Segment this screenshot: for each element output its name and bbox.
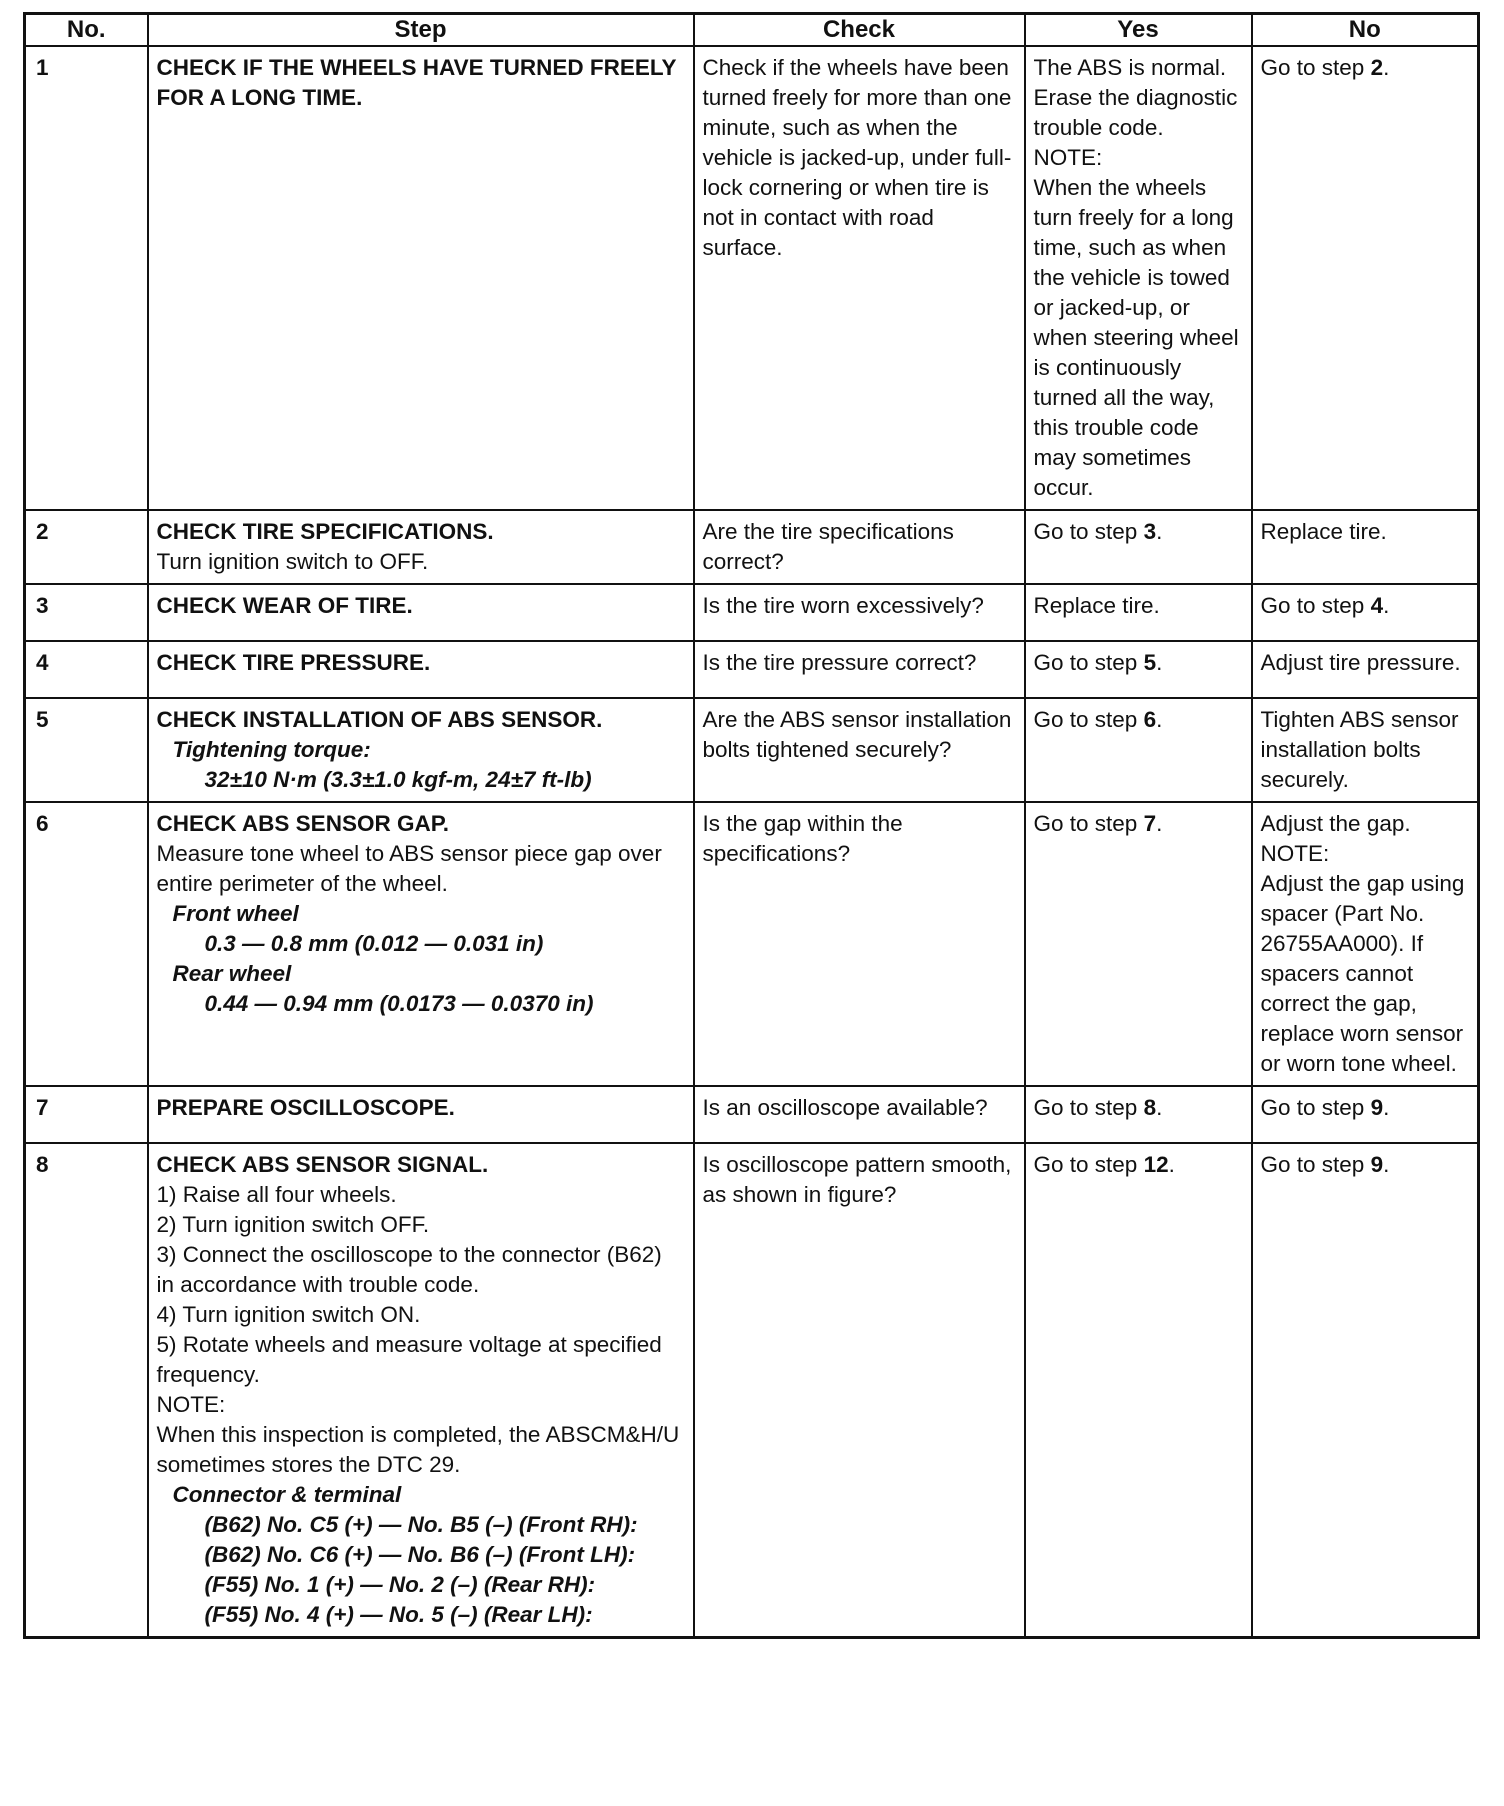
no-cell [1252,1086,1479,1143]
step-cell [148,510,694,584]
yes-cell [1025,698,1252,802]
yes-cell [1025,46,1252,510]
table-row [25,1143,1479,1638]
no-prefix: Go to step [1260,593,1371,618]
step-number-cell: 4 [25,641,148,698]
step-number-cell: 3 [25,584,148,641]
step-line: 3) Connect the oscilloscope to the connector (B62) in accordance with trouble code. [156,1242,662,1297]
yes-step-number: 7 [1143,811,1157,836]
yes-suffix: . [1156,811,1163,836]
check-cell: Is an oscilloscope available? [694,1086,1025,1143]
no-cell [1252,510,1479,584]
yes-prefix: Go to step [1033,519,1144,544]
header-no: No. [25,14,148,47]
step-title: CHECK WEAR OF TIRE. [156,593,413,618]
table-row [25,641,1479,698]
yes-cell [1025,1143,1252,1638]
table-row [25,802,1479,1086]
header-yes: Yes [1025,14,1252,47]
header-check: Check [694,14,1025,47]
step-number-cell: 6 [25,802,148,1086]
step-line: Measure tone wheel to ABS sensor piece gap over entire perimeter of the wheel. [156,841,662,896]
no-step-number: 9 [1370,1095,1384,1120]
step-title: CHECK ABS SENSOR GAP. [156,811,450,836]
step-cell [148,1086,694,1143]
step-title: CHECK TIRE SPECIFICATIONS. [156,519,494,544]
no-line: Adjust the gap using spacer (Part No. 26755AA000). If spacers cannot correct the gap, replace worn sensor or worn tone wheel. [1260,871,1465,1076]
step-title: CHECK ABS SENSOR SIGNAL. [156,1152,489,1177]
check-cell: Are the ABS sensor installation bolts tightened securely? [694,698,1025,802]
yes-prefix: Go to step [1033,1095,1144,1120]
spec-value: (F55) No. 1 (+) — No. 2 (–) (Rear RH): [204,1572,596,1597]
yes-line: Replace tire. [1033,593,1160,618]
yes-suffix: . [1156,707,1163,732]
yes-step-number: 12 [1143,1152,1169,1177]
spec-value: (F55) No. 4 (+) — No. 5 (–) (Rear LH): [204,1602,593,1627]
spec-label: Tightening torque: [172,737,371,762]
table-row [25,698,1479,802]
no-step-number: 2 [1370,55,1384,80]
no-cell [1252,1143,1479,1638]
spec-value: (B62) No. C5 (+) — No. B5 (–) (Front RH): [204,1512,638,1537]
yes-step-number: 8 [1143,1095,1157,1120]
check-cell: Is the gap within the specifications? [694,802,1025,1086]
check-cell: Check if the wheels have been turned freely for more than one minute, such as when the vehicle is jacked-up, under full-lock cornering or when tire is not in contact with road surface. [694,46,1025,510]
no-suffix: . [1383,593,1390,618]
step-line: When this inspection is completed, the ABSCM&H/U sometimes stores the DTC 29. [156,1422,680,1477]
step-line: Turn ignition switch to OFF. [156,549,429,574]
spec-value: (B62) No. C6 (+) — No. B6 (–) (Front LH): [204,1542,636,1567]
yes-suffix: . [1156,650,1163,675]
step-line: 4) Turn ignition switch ON. [156,1302,421,1327]
yes-suffix: . [1156,519,1163,544]
step-title: PREPARE OSCILLOSCOPE. [156,1095,455,1120]
yes-step-number: 3 [1143,519,1157,544]
step-number-cell: 5 [25,698,148,802]
spec-value: 0.3 — 0.8 mm (0.012 — 0.031 in) [204,931,544,956]
yes-prefix: Go to step [1033,707,1144,732]
yes-step-number: 6 [1143,707,1157,732]
check-cell: Is the tire pressure correct? [694,641,1025,698]
step-line: 2) Turn ignition switch OFF. [156,1212,430,1237]
spec-label: Front wheel [172,901,299,926]
yes-step-number: 5 [1143,650,1157,675]
step-number-cell: 8 [25,1143,148,1638]
spec-label: Rear wheel [172,961,292,986]
yes-line: When the wheels turn freely for a long time, such as when the vehicle is towed or jacked-up, or when steering wheel is continuously turned all the way, this trouble code may sometimes occur. [1033,175,1239,500]
no-cell [1252,584,1479,641]
header-no-result: No [1252,14,1479,47]
step-cell [148,802,694,1086]
table-header-row [25,14,1479,47]
check-cell: Are the tire specifications correct? [694,510,1025,584]
table-row [25,510,1479,584]
diagnostic-table [23,12,1480,1639]
step-line: NOTE: [156,1392,226,1417]
step-line: 5) Rotate wheels and measure voltage at specified frequency. [156,1332,662,1387]
yes-prefix: Go to step [1033,650,1144,675]
table-row [25,1086,1479,1143]
header-step: Step [148,14,694,47]
no-cell [1252,46,1479,510]
no-suffix: . [1383,55,1390,80]
step-cell [148,584,694,641]
no-prefix: Go to step [1260,1095,1371,1120]
step-title: CHECK TIRE PRESSURE. [156,650,431,675]
step-cell [148,698,694,802]
yes-prefix: Go to step [1033,1152,1144,1177]
yes-cell [1025,584,1252,641]
spec-value: 32±10 N·m (3.3±1.0 kgf-m, 24±7 ft-lb) [204,767,592,792]
step-cell [148,1143,694,1638]
table-body [25,46,1479,1638]
no-line: Tighten ABS sensor installation bolts securely. [1260,707,1459,792]
step-number-cell: 7 [25,1086,148,1143]
no-prefix: Go to step [1260,1152,1371,1177]
no-step-number: 9 [1370,1152,1384,1177]
step-title: CHECK INSTALLATION OF ABS SENSOR. [156,707,603,732]
table-row [25,46,1479,510]
step-cell [148,641,694,698]
check-cell: Is oscilloscope pattern smooth, as shown in figure? [694,1143,1025,1638]
step-cell [148,46,694,510]
no-suffix: . [1383,1095,1390,1120]
step-line: 1) Raise all four wheels. [156,1182,397,1207]
step-number-cell: 2 [25,510,148,584]
yes-line: The ABS is normal. Erase the diagnostic trouble code. [1033,55,1238,140]
no-line: Adjust the gap. [1260,811,1411,836]
spec-value: 0.44 — 0.94 mm (0.0173 — 0.0370 in) [204,991,594,1016]
yes-cell [1025,641,1252,698]
spec-label: Connector & terminal [172,1482,402,1507]
no-step-number: 4 [1370,593,1384,618]
yes-cell [1025,1086,1252,1143]
no-line: NOTE: [1260,841,1330,866]
no-cell [1252,641,1479,698]
no-suffix: . [1383,1152,1390,1177]
yes-suffix: . [1156,1095,1163,1120]
step-title: CHECK IF THE WHEELS HAVE TURNED FREELY FOR A LONG TIME. [156,55,677,110]
yes-cell [1025,510,1252,584]
yes-cell [1025,802,1252,1086]
no-line: Adjust tire pressure. [1260,650,1461,675]
yes-suffix: . [1168,1152,1175,1177]
check-cell: Is the tire worn excessively? [694,584,1025,641]
yes-prefix: Go to step [1033,811,1144,836]
table-row [25,584,1479,641]
no-line: Replace tire. [1260,519,1387,544]
no-cell [1252,698,1479,802]
diagnostic-procedure-sheet [23,12,1477,1639]
no-cell [1252,802,1479,1086]
step-number-cell: 1 [25,46,148,510]
no-prefix: Go to step [1260,55,1371,80]
yes-line: NOTE: [1033,145,1103,170]
